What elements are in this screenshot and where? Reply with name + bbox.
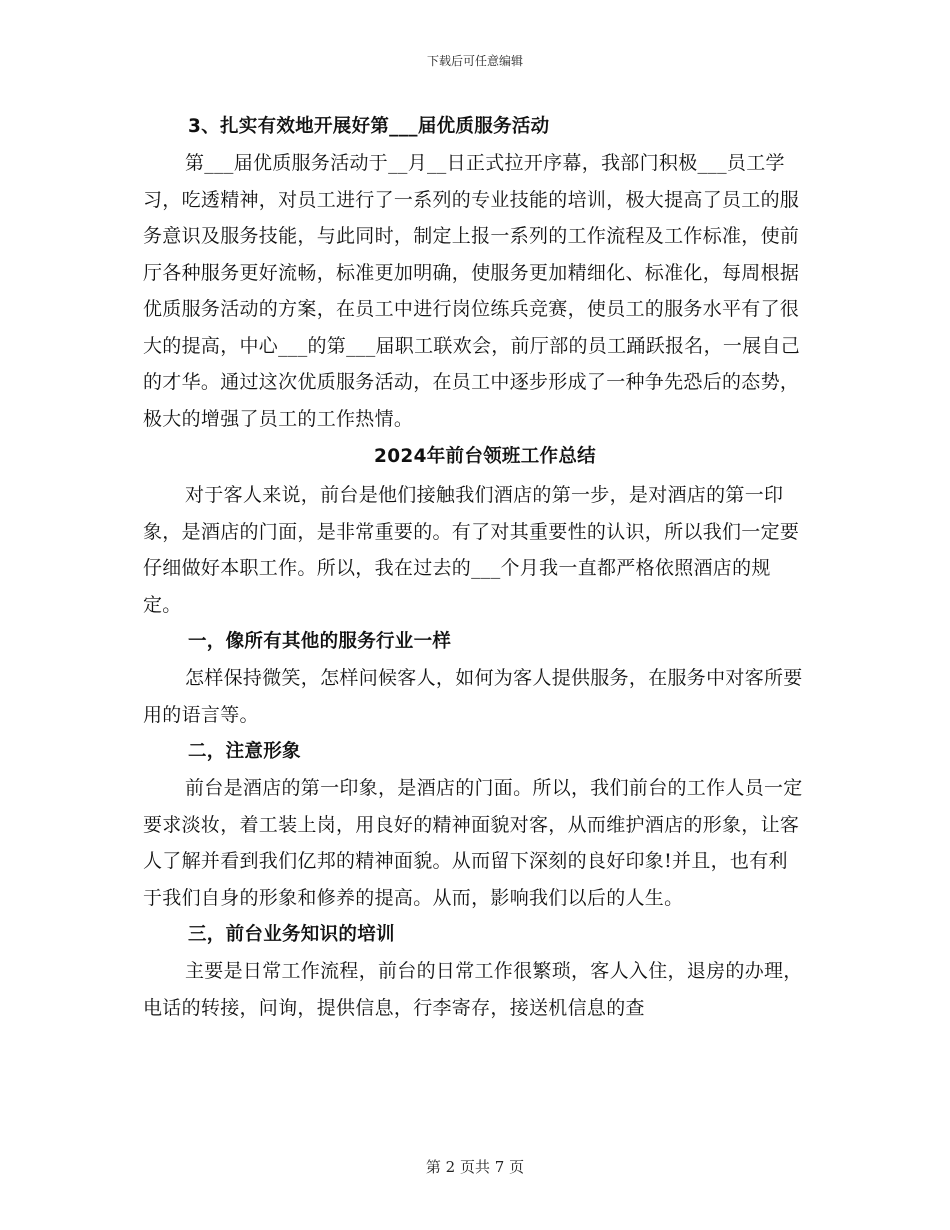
section-heading: 3、扎实有效地开展好第___届优质服务活动	[188, 116, 550, 137]
paragraph: 前台是酒店的第一印象，是酒店的门面。所以，我们前台的工作人员一定要求淡妆，着工装上岗，用良好的精神面貌对客，从而维护酒店的形象，让客人了解并看到我们亿邦的精神面貌。从而留下深刻的良好印象!并且，也有利于我们自身的形象和修养的提高。从而，影响我们以后的人生。	[143, 777, 803, 909]
document-body	[143, 108, 807, 1026]
section-heading: 二，注意形象	[188, 741, 301, 762]
section-heading: 一，像所有其他的服务行业一样	[188, 631, 452, 652]
paragraph: 主要是日常工作流程，前台的日常工作很繁琐，客人入住，退房的办理，电话的转接，问询，提供信息，行李寄存，接送机信息的查	[143, 960, 803, 1019]
paragraph: 对于客人来说，前台是他们接触我们酒店的第一步，是对酒店的第一印象，是酒店的门面，是非常重要的。有了对其重要性的认识，所以我们一定要仔细做好本职工作。所以，我在过去的___个月我一直都严格依照酒店的规定。	[143, 484, 800, 616]
page-header: 下载后可任意编辑	[426, 54, 523, 68]
document-title: 2024年前台领班工作总结	[374, 446, 596, 467]
page-footer: 第 2 页共 7 页	[425, 1158, 525, 1176]
section-heading: 三，前台业务知识的培训	[188, 924, 395, 945]
paragraph: 怎样保持微笑，怎样问候客人，如何为客人提供服务，在服务中对客所要用的语言等。	[143, 667, 803, 726]
paragraph: 第___届优质服务活动于__月__日正式拉开序幕，我部门积极___员工学习，吃透精神，对员工进行了一系列的专业技能的培训，极大提高了员工的服务意识及服务技能，与此同时，制定上报一系列的工作流程及工作标准，使前厅各种服务更好流畅，标准更加明确，使服务更加精细化、标准化，每周根据优质服务活动的方案，在员工中进行岗位练兵竞赛，使员工的服务水平有了很大的提高，中心___的第___届职工联欢会，前厅部的员工踊跃报名，一展自己的才华。通过这次优质服务活动，在员工中逐步形成了一种争先恐后的态势，极大的增强了员工的工作热情。	[143, 152, 801, 430]
